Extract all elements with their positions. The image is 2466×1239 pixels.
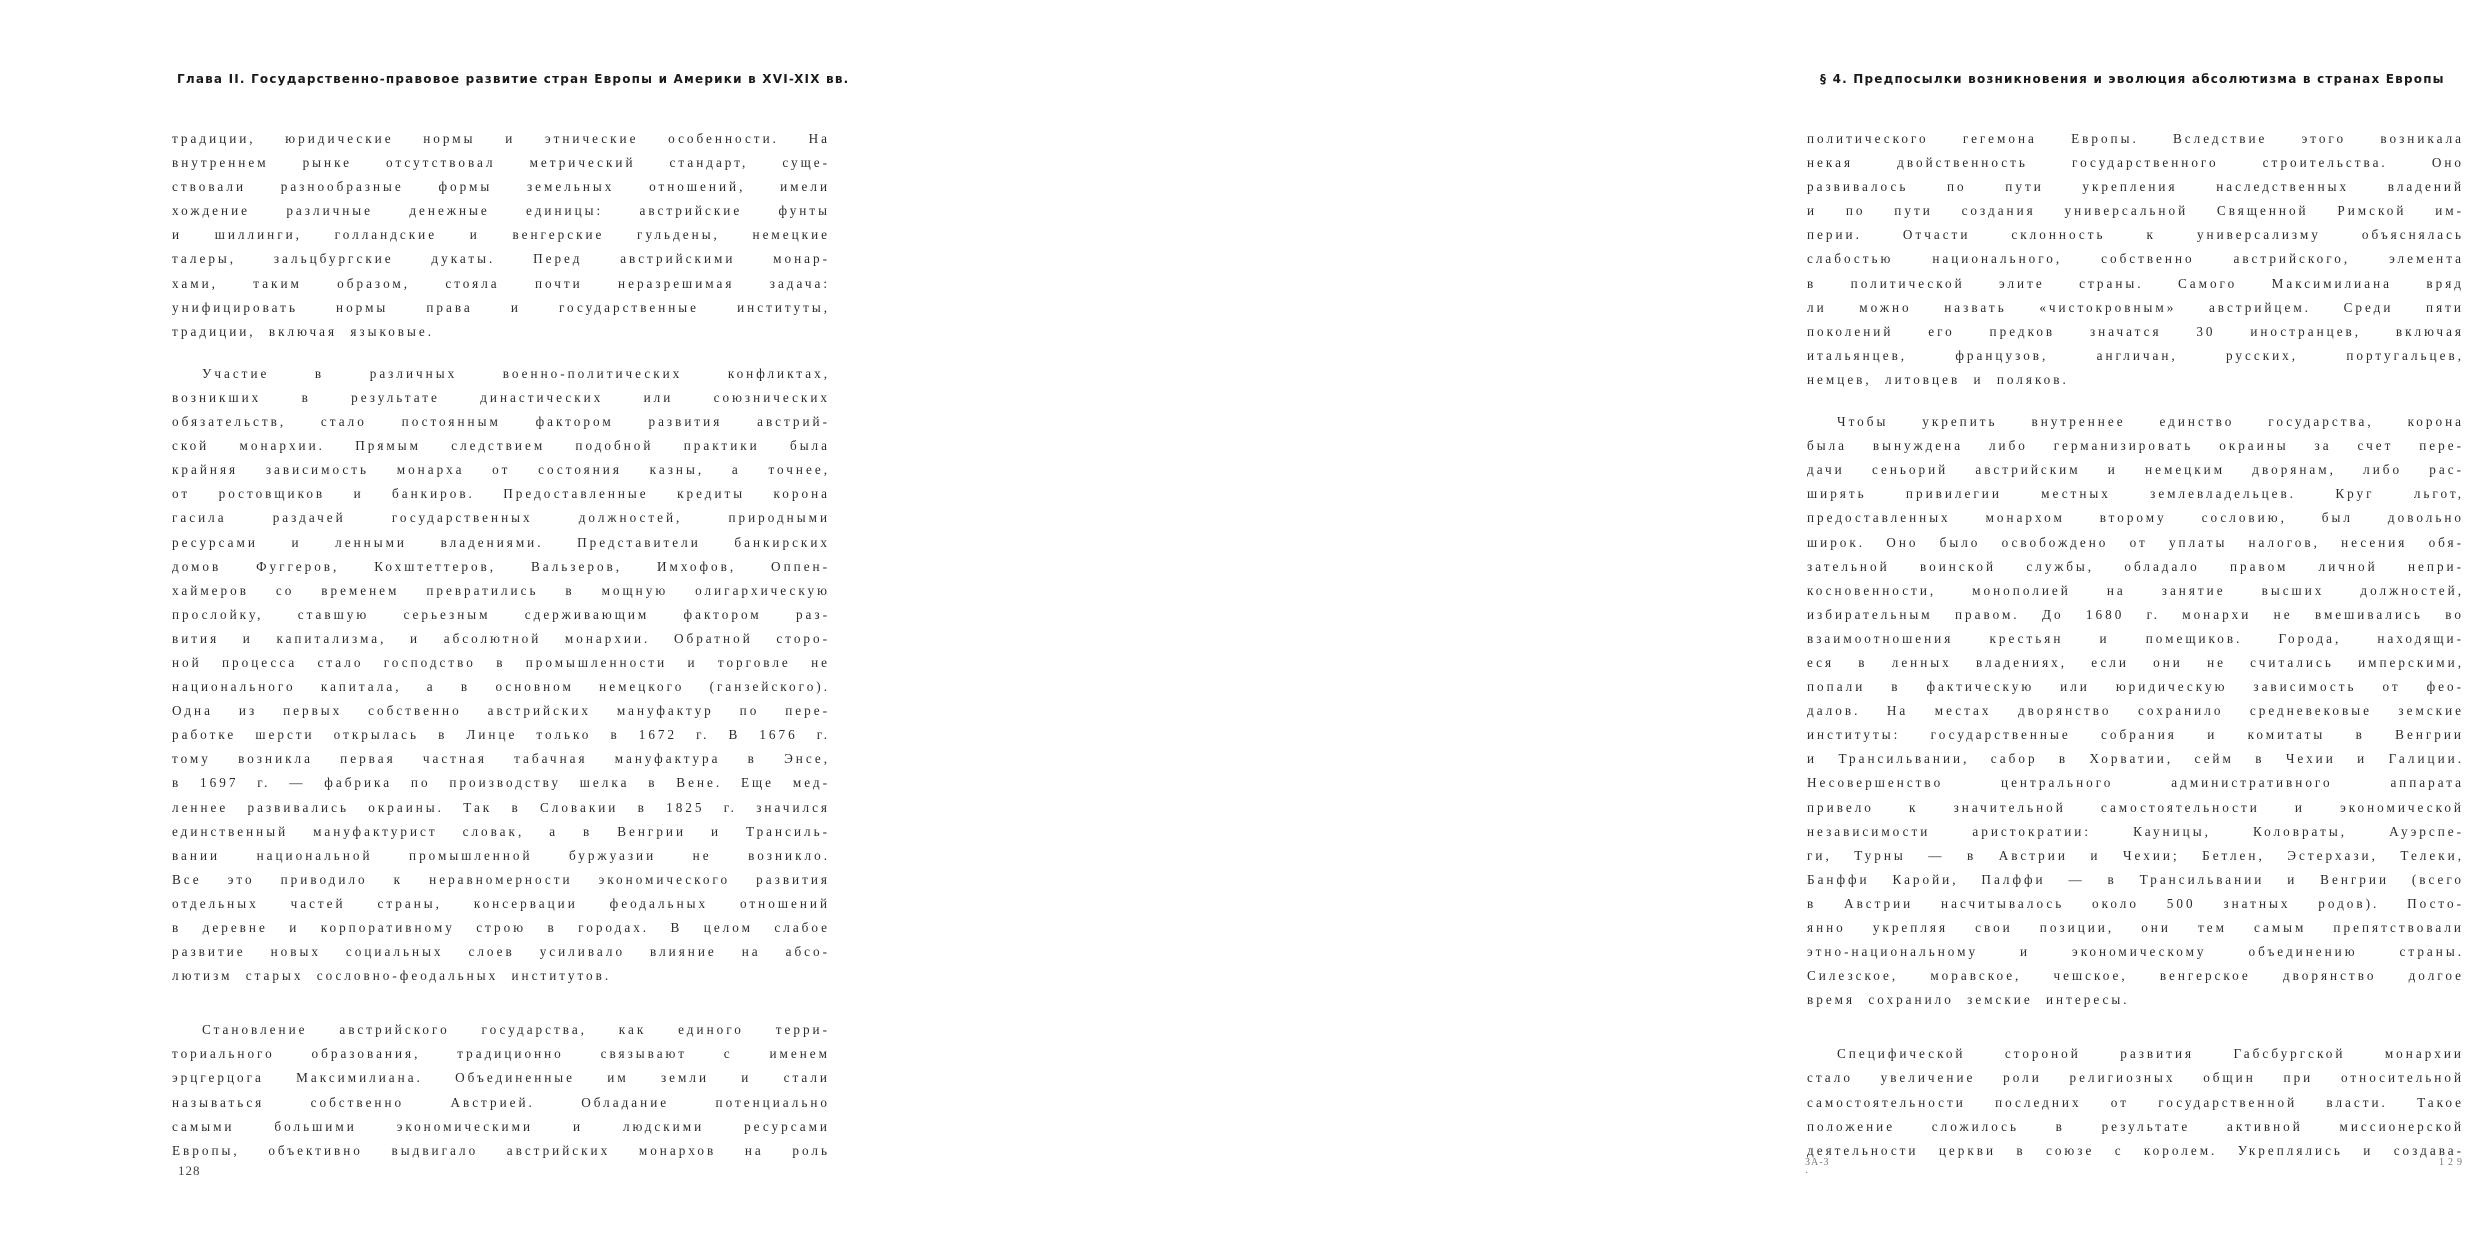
page-number-left: 128: [178, 1163, 201, 1178]
text-line: время сохранило земские интересы.: [1807, 992, 2130, 1008]
text-line: в Австрии насчитывалось около 500 знатных родов). Посто-: [1807, 895, 2464, 911]
text-line: развитие новых социальных слоев усиливало влияние на абсо-: [172, 944, 830, 960]
text-line: в деревне и корпоративному строю в городах. В целом слабое: [172, 920, 830, 935]
text-line: традиции, включая языковые.: [172, 323, 435, 339]
text-line: Одна из первых собственно австрийских мануфактур по пере-: [172, 703, 830, 719]
text-line: отдельных частей страны, консервации феодальных отношений: [172, 895, 830, 911]
text-line: ги, Турны — в Австрии и Чехии; Бетлен, Эстерхази, Телеки,: [1807, 847, 2464, 863]
text-line: лютизм старых сословно-феодальных институтов.: [172, 968, 612, 984]
text-line: возникших в результате династических или союзнических: [172, 389, 830, 405]
text-line: попали в фактическую или юридическую зависимость от фео-: [1807, 679, 2464, 695]
text-line: ли можно назвать «чистокровным» австрийцем. Среди пяти: [1807, 299, 2464, 315]
text-line: Специфической стороной развития Габсбургской монархии: [1837, 1046, 2464, 1062]
text-line: широк. Оно было освобождено от уплаты налогов, несения обя-: [1807, 534, 2464, 550]
text-line: и шиллинги, голландские и венгерские гульдены, немецкие: [172, 227, 830, 243]
page-number-right: 129: [2439, 1157, 2466, 1168]
text-line: внутреннем рынке отсутствовал метрический стандарт, суще-: [172, 155, 830, 171]
text-line: обязательств, стало постоянным фактором развития австрий-: [172, 414, 830, 430]
text-line: независимости аристократии: Кауницы, Коловраты, Ауэрспе-: [1807, 823, 2464, 839]
text-line: положение сложилось в результате активной миссионерской: [1807, 1118, 2464, 1134]
text-line: унифицировать нормы права и государственные институты,: [172, 299, 830, 315]
text-line: традиции, юридические нормы и этнические особенности. На: [172, 131, 830, 146]
text-line: вании национальной промышленной буржуазии не возникло.: [172, 847, 830, 863]
text-line: слабостью национального, собственно австрийского, элемента: [1807, 251, 2464, 267]
text-line: институты: государственные собрания и комитаты в Венгрии: [1807, 727, 2464, 743]
text-line: и Трансильвании, сабор в Хорватии, сейм в Чехии и Галиции.: [1807, 751, 2464, 767]
text-line: развивалось по пути укрепления наследственных владений: [1807, 179, 2464, 195]
text-line: зательной воинской службы, обладало правом личной непри-: [1807, 558, 2464, 574]
text-line: в политической элите страны. Самого Максимилиана вряд: [1807, 275, 2464, 291]
text-line: была вынуждена либо германизировать окраины за счет пере-: [1807, 438, 2464, 454]
text-line: крайняя зависимость монарха от состояния казны, а точнее,: [172, 462, 830, 478]
text-line: от ростовщиков и банкиров. Предоставленные кредиты корона: [172, 486, 830, 502]
text-line: самыми большими экономическими и людскими ресурсами: [172, 1118, 830, 1134]
text-line: хаймеров со временем превратились в мощную олигархическую: [172, 582, 830, 598]
text-line: поколений его предков значатся 30 иностранцев, включая: [1807, 323, 2464, 339]
text-line: итальянцев, французов, англичан, русских, португальцев,: [1807, 347, 2464, 363]
text-line: привело к значительной самостоятельности и экономической: [1807, 799, 2464, 815]
text-line: ной процесса стало господство в промышленности и торговле не: [172, 654, 830, 670]
text-line: эрцгерцога Максимилиана. Объединенные им земли и стали: [172, 1070, 830, 1086]
text-line: ториального образования, традиционно связывают с именем: [172, 1046, 830, 1062]
text-line: гасила раздачей государственных должностей, природными: [172, 510, 830, 526]
text-line: единственный мануфактурист словак, а в Венгрии и Трансиль-: [172, 823, 830, 839]
text-line: вития и капитализма, и абсолютной монархии. Обратной сторо-: [172, 630, 830, 646]
text-line: деятельности церкви в союзе с королем. Укреплялись и создава-: [1807, 1142, 2464, 1158]
text-line: Силезское, моравское, чешское, венгерское дворянство долгое: [1807, 968, 2464, 984]
text-line: работке шерсти открылась в Линце только в 1672 г. В 1676 г.: [172, 727, 830, 743]
text-line: и по пути создания универсальной Священной Римской им-: [1807, 203, 2464, 219]
text-line: Участие в различных военно-политических конфликтах,: [202, 365, 830, 381]
text-line: Несовершенство центрального административного аппарата: [1807, 775, 2464, 791]
right-page-text: [1807, 127, 2464, 1163]
text-line: ской монархии. Прямым следствием подобной практики была: [172, 438, 830, 454]
signature-mark: ЗА-3 ·: [1805, 1157, 1830, 1179]
text-line: самостоятельности последних от государственной власти. Такое: [1807, 1094, 2464, 1110]
text-line: этно-национальному и экономическому объединению страны.: [1807, 944, 2464, 960]
left-page: [0, 0, 877, 1239]
text-line: стало увеличение роли религиозных общин при относительной: [1807, 1070, 2464, 1086]
text-line: леннее развивались окраины. Так в Словакии в 1825 г. значился: [172, 799, 830, 815]
text-line: хождение различные денежные единицы: австрийские фунты: [172, 203, 830, 219]
text-line: взаимоотношения крестьян и помещиков. Города, находящи-: [1807, 630, 2464, 646]
text-line: янно укрепляя свои позиции, они тем самым препятствовали: [1807, 920, 2464, 935]
text-line: Европы, объективно выдвигало австрийских монархов на роль: [172, 1142, 830, 1158]
text-line: Банффи Каройи, Палффи — в Трансильвании и Венгрии (всего: [1807, 871, 2464, 887]
text-line: в 1697 г. — фабрика по производству шелка в Вене. Еще мед-: [172, 775, 830, 791]
running-header-right: § 4. Предпосылки возникновения и эволюция абсолютизма в странах Европы: [1820, 72, 2445, 86]
text-line: ресурсами и ленными владениями. Представители банкирских: [172, 534, 830, 550]
text-line: некая двойственность государственного строительства. Оно: [1807, 155, 2464, 171]
text-line: еся в ленных владениях, если они не считались имперскими,: [1807, 654, 2464, 670]
text-line: талеры, зальцбургские дукаты. Перед австрийскими монар-: [172, 251, 830, 267]
left-page-text: [172, 127, 830, 1163]
text-line: ширять привилегии местных землевладельцев. Круг льгот,: [1807, 486, 2464, 502]
text-line: прослойку, ставшую серьезным сдерживающим фактором раз-: [172, 606, 830, 622]
text-line: Становление австрийского государства, как единого терри-: [202, 1022, 830, 1038]
text-line: называться собственно Австрией. Обладание потенциально: [172, 1094, 830, 1110]
text-line: национального капитала, а в основном немецкого (ганзейского).: [172, 679, 830, 695]
text-line: тому возникла первая частная табачная мануфактура в Энсе,: [172, 751, 830, 767]
text-line: перии. Отчасти склонность к универсализму объяснялась: [1807, 227, 2464, 243]
text-line: Все это приводило к неравномерности экономического развития: [172, 871, 830, 887]
text-line: предоставленных монархом второму сословию, был довольно: [1807, 510, 2464, 526]
text-line: политического гегемона Европы. Вследствие этого возникала: [1807, 131, 2464, 146]
text-line: избирательным правом. До 1680 г. монархи не вмешивались во: [1807, 606, 2464, 622]
right-page: [877, 0, 2466, 1239]
running-header-left: Глава II. Государственно-правовое развитие стран Европы и Америки в XVI-XIX вв.: [177, 72, 850, 86]
text-line: дачи сеньорий австрийским и немецким дворянам, либо рас-: [1807, 462, 2464, 478]
text-line: хами, таким образом, стояла почти неразрешимая задача:: [172, 275, 830, 291]
text-line: немцев, литовцев и поляков.: [1807, 371, 2069, 387]
text-line: косновенности, монополией на занятие высших должностей,: [1807, 582, 2464, 598]
text-line: далов. На местах дворянство сохранило средневековые земские: [1807, 703, 2464, 719]
text-line: ствовали разнообразные формы земельных отношений, имели: [172, 179, 830, 195]
text-line: Чтобы укрепить внутреннее единство государства, корона: [1837, 414, 2464, 430]
text-line: домов Фуггеров, Кохштеттеров, Вальзеров, Имхофов, Оппен-: [172, 558, 830, 574]
